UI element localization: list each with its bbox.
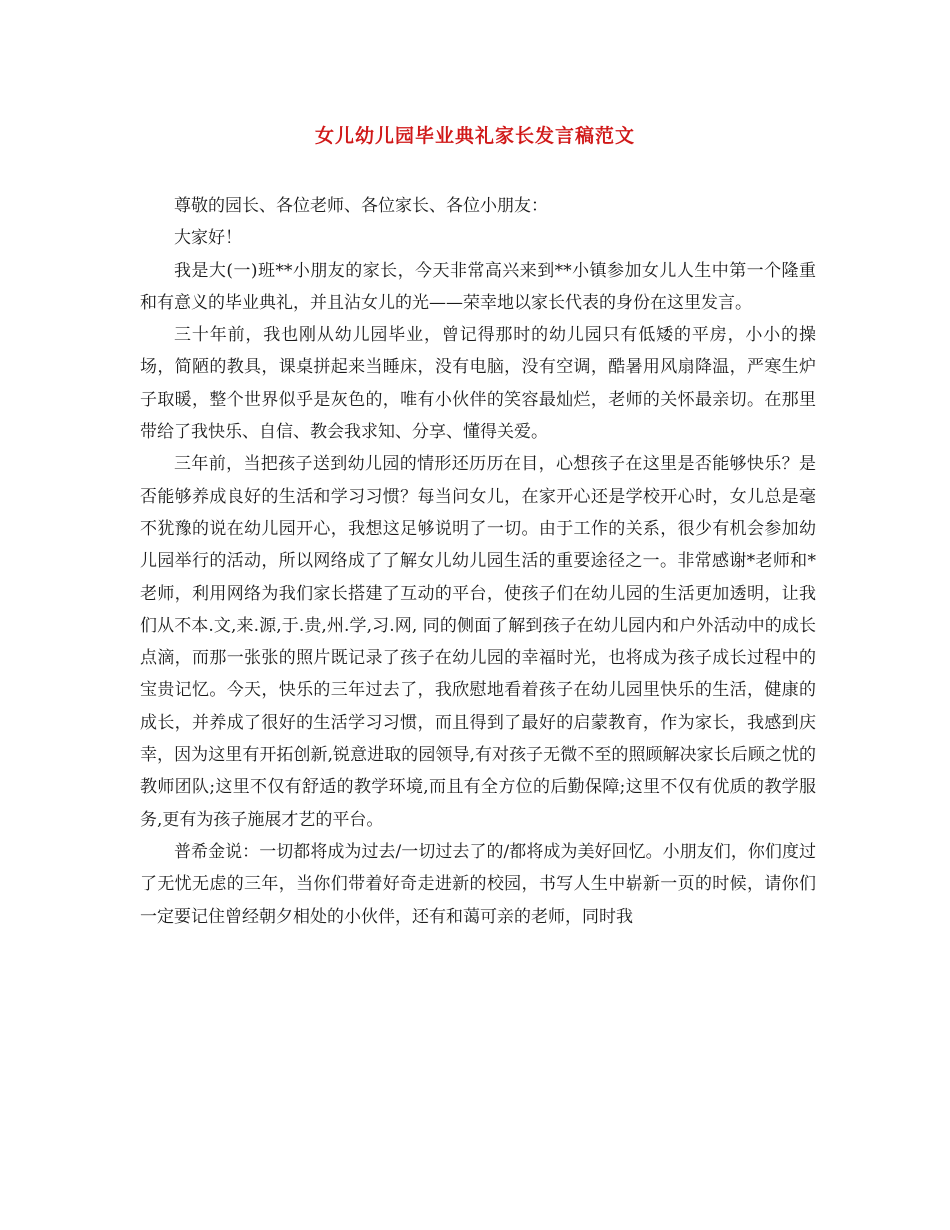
paragraph-closing: 普希金说：一切都将成为过去/一切过去了的/都将成为美好回忆。小朋友们，你们度过了无忧无虑的三年，当你们带着好奇走进新的校园，书写人生中崭新一页的时候，请你们一定要记住曾经朝夕相处的小伙伴，还有和蔼可亲的老师，同时我 bbox=[140, 841, 816, 927]
paragraph-salutation: 尊敬的园长、各位老师、各位家长、各位小朋友： bbox=[174, 196, 548, 216]
paragraph-introduction: 我是大(一)班**小朋友的家长，今天非常高兴来到**小镇参加女儿人生中第一个隆重和有意义的毕业典礼，并且沾女儿的光——荣幸地以家长代表的身份在这里发言。 bbox=[140, 260, 816, 313]
document-title: 女儿幼儿园毕业典礼家长发言稿范文 bbox=[314, 125, 635, 147]
paragraph-greeting: 大家好！ bbox=[174, 228, 242, 249]
document-body bbox=[140, 190, 816, 933]
paragraph-memories: 三十年前，我也刚从幼儿园毕业，曾记得那时的幼儿园只有低矮的平房，小小的操场，简陋的教具，课桌拼起来当睡床，没有电脑，没有空调，酷暑用风扇降温，严寒生炉子取暖，整个世界似乎是灰色的，唯有小伙伴的笑容最灿烂，老师的关怀最亲切。在那里带给了我快乐、自信、教会我求知、分享、懂得关爱。 bbox=[140, 325, 816, 443]
paragraph-gratitude: 三年前，当把孩子送到幼儿园的情形还历历在目，心想孩子在这里是否能够快乐？是否能够养成良好的生活和学习习惯？每当问女儿，在家开心还是学校开心时，女儿总是毫不犹豫的说在幼儿园开心，我想这足够说明了一切。由于工作的关系，很少有机会参加幼儿园举行的活动，所以网络成了了解女儿幼儿园生活的重要途径之一。非常感谢*老师和*老师，利用网络为我们家长搭建了互动的平台，使孩子们在幼儿园的生活更加透明，让我们从不本.文,来.源,于.贵,州.学,习.网, 同的侧面了解到孩子在幼儿园内和户外活动中的成长点滴，而那一张张的照片既记录了孩子在幼儿园的幸福时光，也将成为孩子成长过程中的宝贵记忆。今天，快乐的三年过去了，我欣慰地看着孩子在幼儿园里快乐的生活，健康的成长，并养成了很好的生活学习习惯，而且得到了最好的启蒙教育，作为家长，我感到庆幸，因为这里有开拓创新,锐意进取的园领导,有对孩子无微不至的照顾解决家长后顾之忧的教师团队;这里不仅有舒适的教学环境,而且有全方位的后勤保障;这里不仅有优质的教学服务,更有为孩子施展才艺的平台。 bbox=[140, 454, 816, 830]
